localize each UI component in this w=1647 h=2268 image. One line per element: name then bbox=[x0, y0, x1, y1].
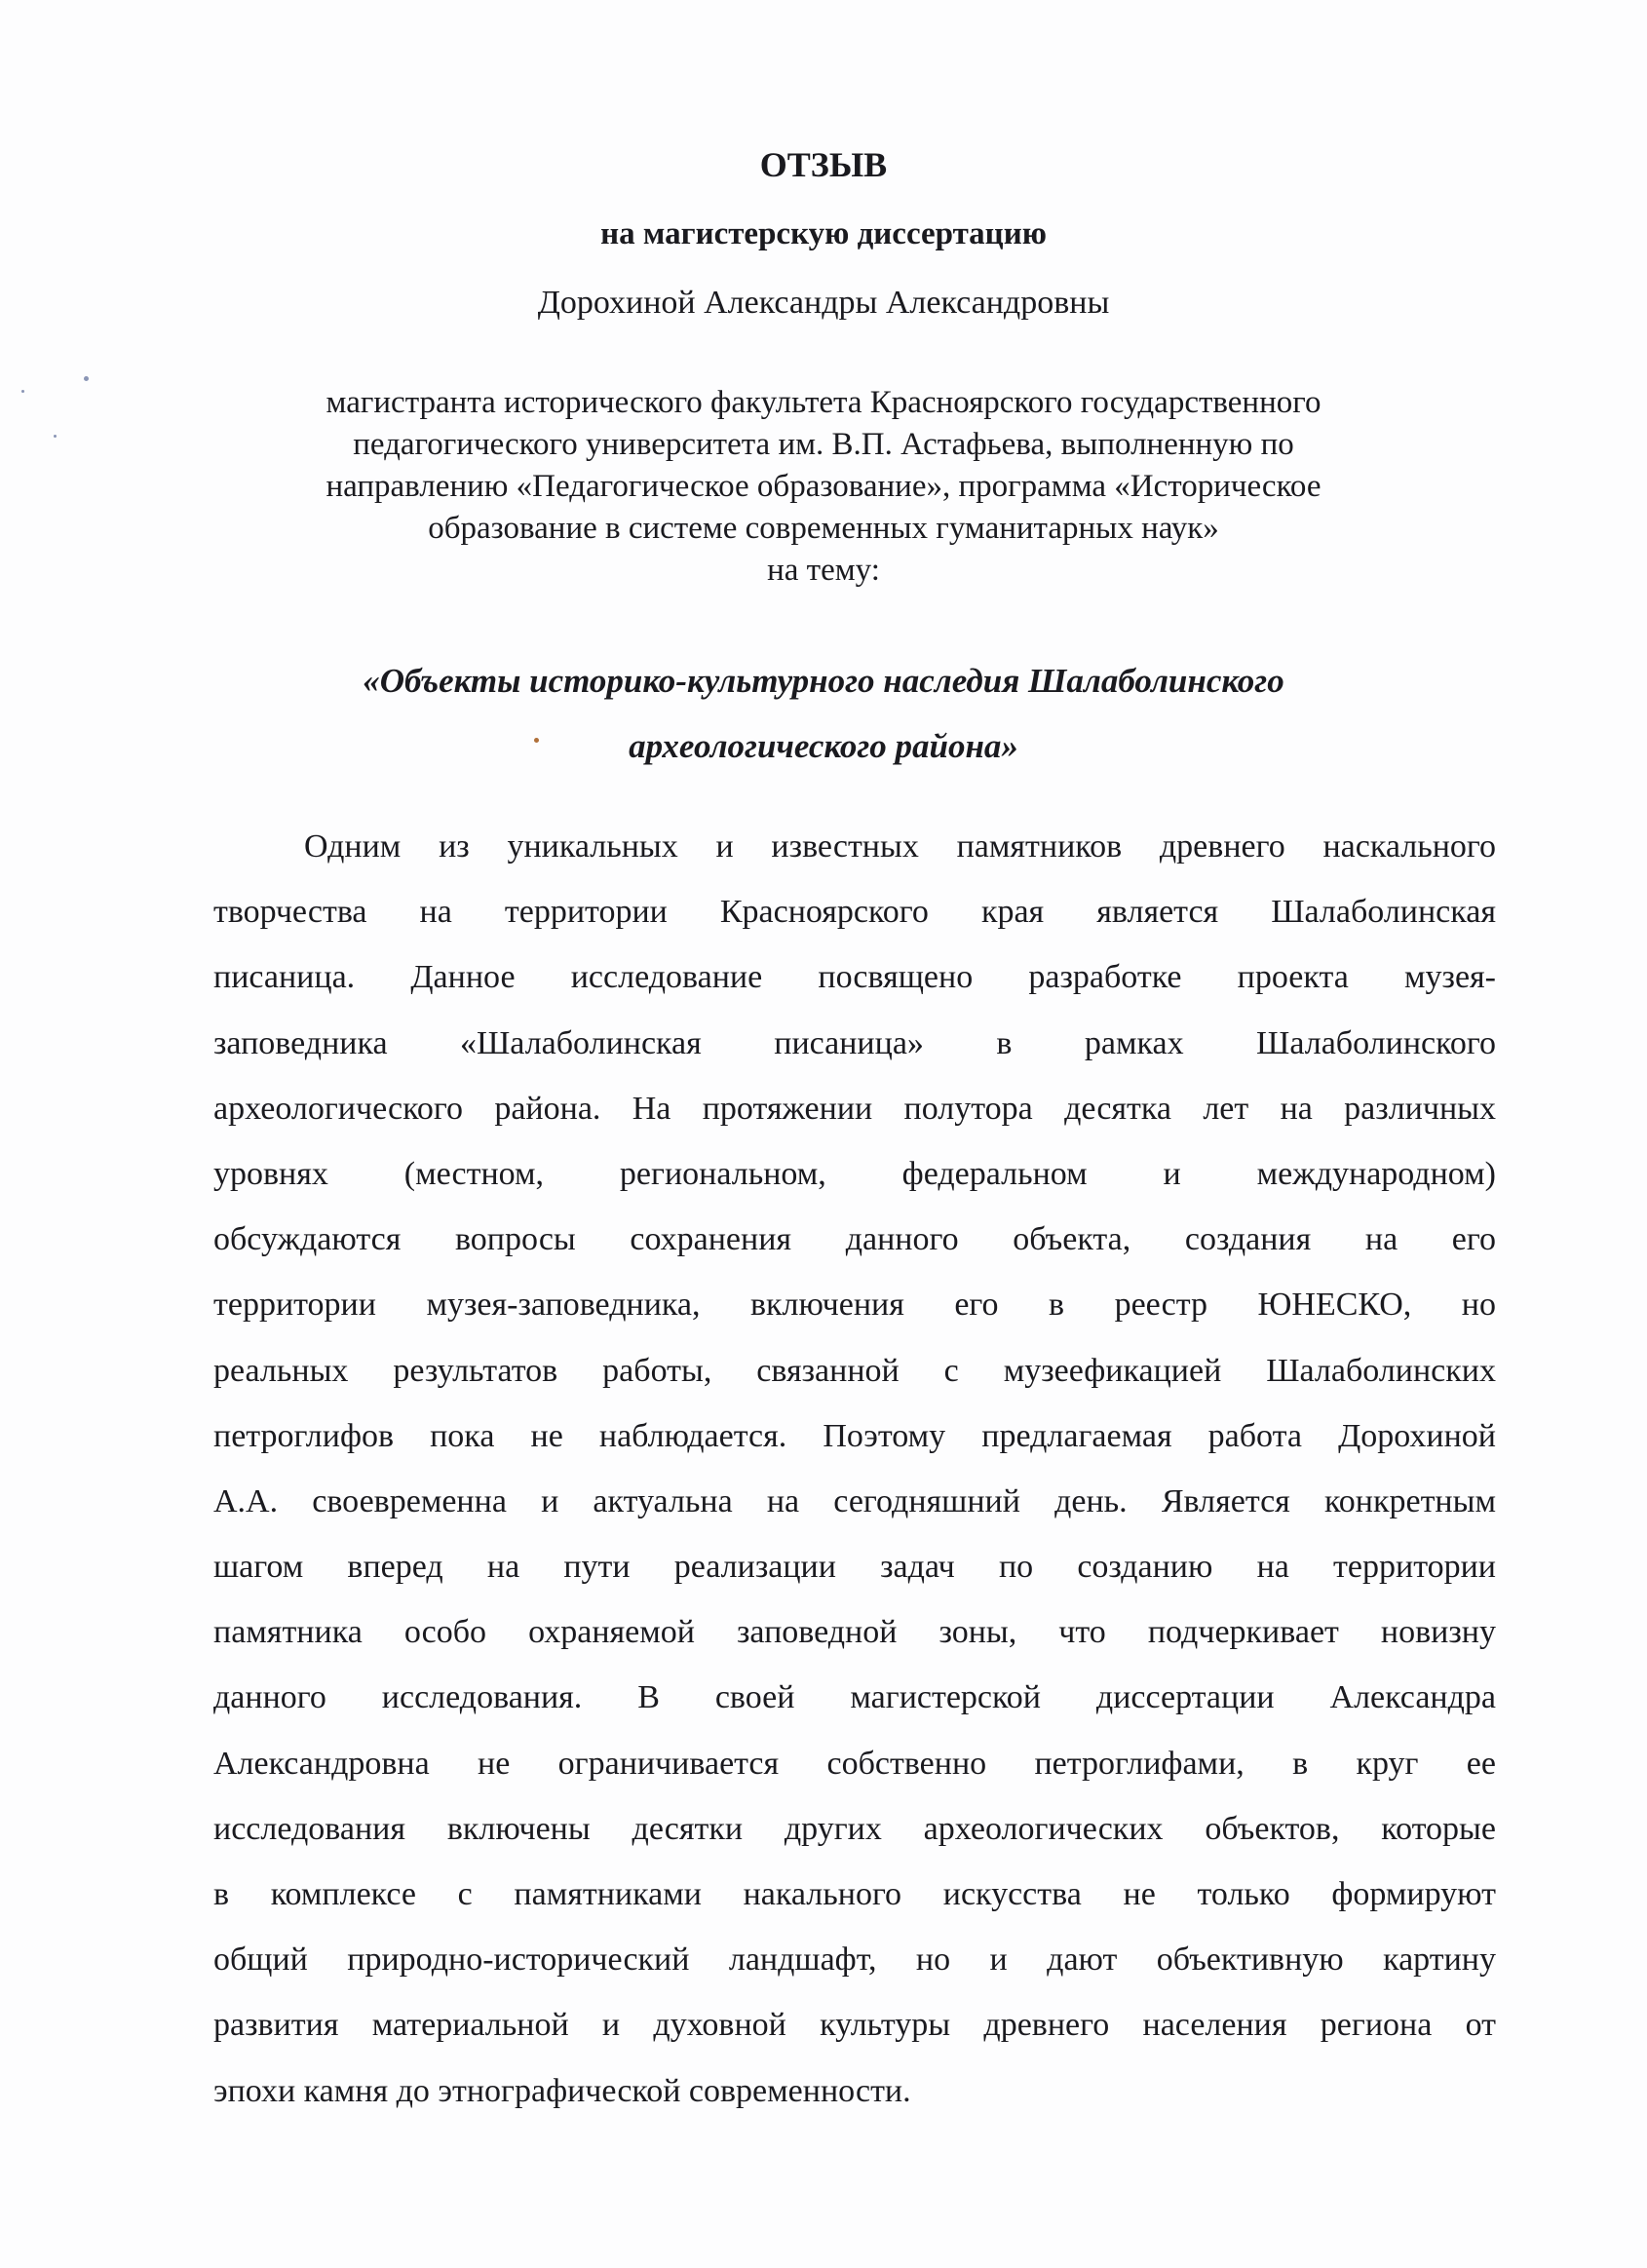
topic-line: археологического района» bbox=[629, 727, 1018, 765]
body-line: развития материальной и духовной культуры древнего населения региона от bbox=[213, 2007, 1496, 2044]
body-line: эпохи камня до этнографической современности. bbox=[213, 2072, 911, 2109]
body-line: уровнях (местном, региональном, федеральном и международном) bbox=[213, 1155, 1496, 1192]
review-body bbox=[213, 814, 1496, 2124]
info-line: магистранта исторического факультета Красноярского государственного bbox=[326, 385, 1321, 420]
author-info bbox=[0, 382, 1647, 592]
body-line: археологического района. На протяжении полутора десятка лет на различных bbox=[213, 1090, 1496, 1127]
body-line: Одним из уникальных и известных памятников древнего наскального bbox=[304, 828, 1496, 865]
body-line: данного исследования. В своей магистерской диссертации Александра bbox=[213, 1679, 1496, 1716]
body-line: А.А. своевременна и актуальна на сегодняшний день. Является конкретным bbox=[213, 1482, 1496, 1519]
body-line: творчества на территории Красноярского края является Шалаболинская bbox=[213, 894, 1496, 931]
document-subtitle: на магистерскую диссертацию bbox=[600, 216, 1047, 251]
document-title: ОТЗЫВ bbox=[759, 145, 888, 184]
info-line: на тему: bbox=[767, 553, 880, 588]
body-line: петроглифов пока не наблюдается. Поэтому предлагаемая работа Дорохиной bbox=[213, 1417, 1496, 1454]
info-line: направлению «Педагогическое образование», программа «Историческое bbox=[326, 469, 1321, 504]
info-line: педагогического университета им. В.П. Астафьева, выполненную по bbox=[353, 427, 1294, 462]
body-line: исследования включены десятки других археологических объектов, которые bbox=[213, 1810, 1496, 1847]
body-line: Александровна не ограничивается собственно петроглифами, в круг ее bbox=[213, 1745, 1496, 1782]
scan-speck bbox=[534, 738, 539, 743]
body-line: памятника особо охраняемой заповедной зоны, что подчеркивает новизну bbox=[213, 1614, 1496, 1651]
body-line: писаница. Данное исследование посвящено разработке проекта музея- bbox=[213, 959, 1496, 996]
scan-speck bbox=[54, 435, 57, 438]
topic-line: «Объекты историко-культурного наследия Шалаболинского bbox=[363, 662, 1284, 700]
body-line: в комплексе с памятниками накального искусства не только формируют bbox=[213, 1876, 1496, 1912]
body-line: шагом вперед на пути реализации задач по созданию на территории bbox=[213, 1549, 1496, 1586]
info-line: образование в системе современных гуманитарных наук» bbox=[428, 511, 1219, 546]
scan-speck bbox=[84, 376, 89, 381]
scan-speck bbox=[21, 390, 24, 393]
body-line: территории музея-заповедника, включения его в реестр ЮНЕСКО, но bbox=[213, 1287, 1496, 1324]
body-line: обсуждаются вопросы сохранения данного объекта, создания на его bbox=[213, 1221, 1496, 1258]
body-line: заповедника «Шалаболинская писаница» в рамках Шалаболинского bbox=[213, 1024, 1496, 1061]
body-line: реальных результатов работы, связанной с музеефикацией Шалаболинских bbox=[213, 1352, 1496, 1389]
author-name: Дорохиной Александры Александровны bbox=[537, 285, 1110, 321]
thesis-topic bbox=[0, 648, 1647, 779]
body-line: общий природно-исторический ландшафт, но и дают объективную картину bbox=[213, 1941, 1496, 1979]
